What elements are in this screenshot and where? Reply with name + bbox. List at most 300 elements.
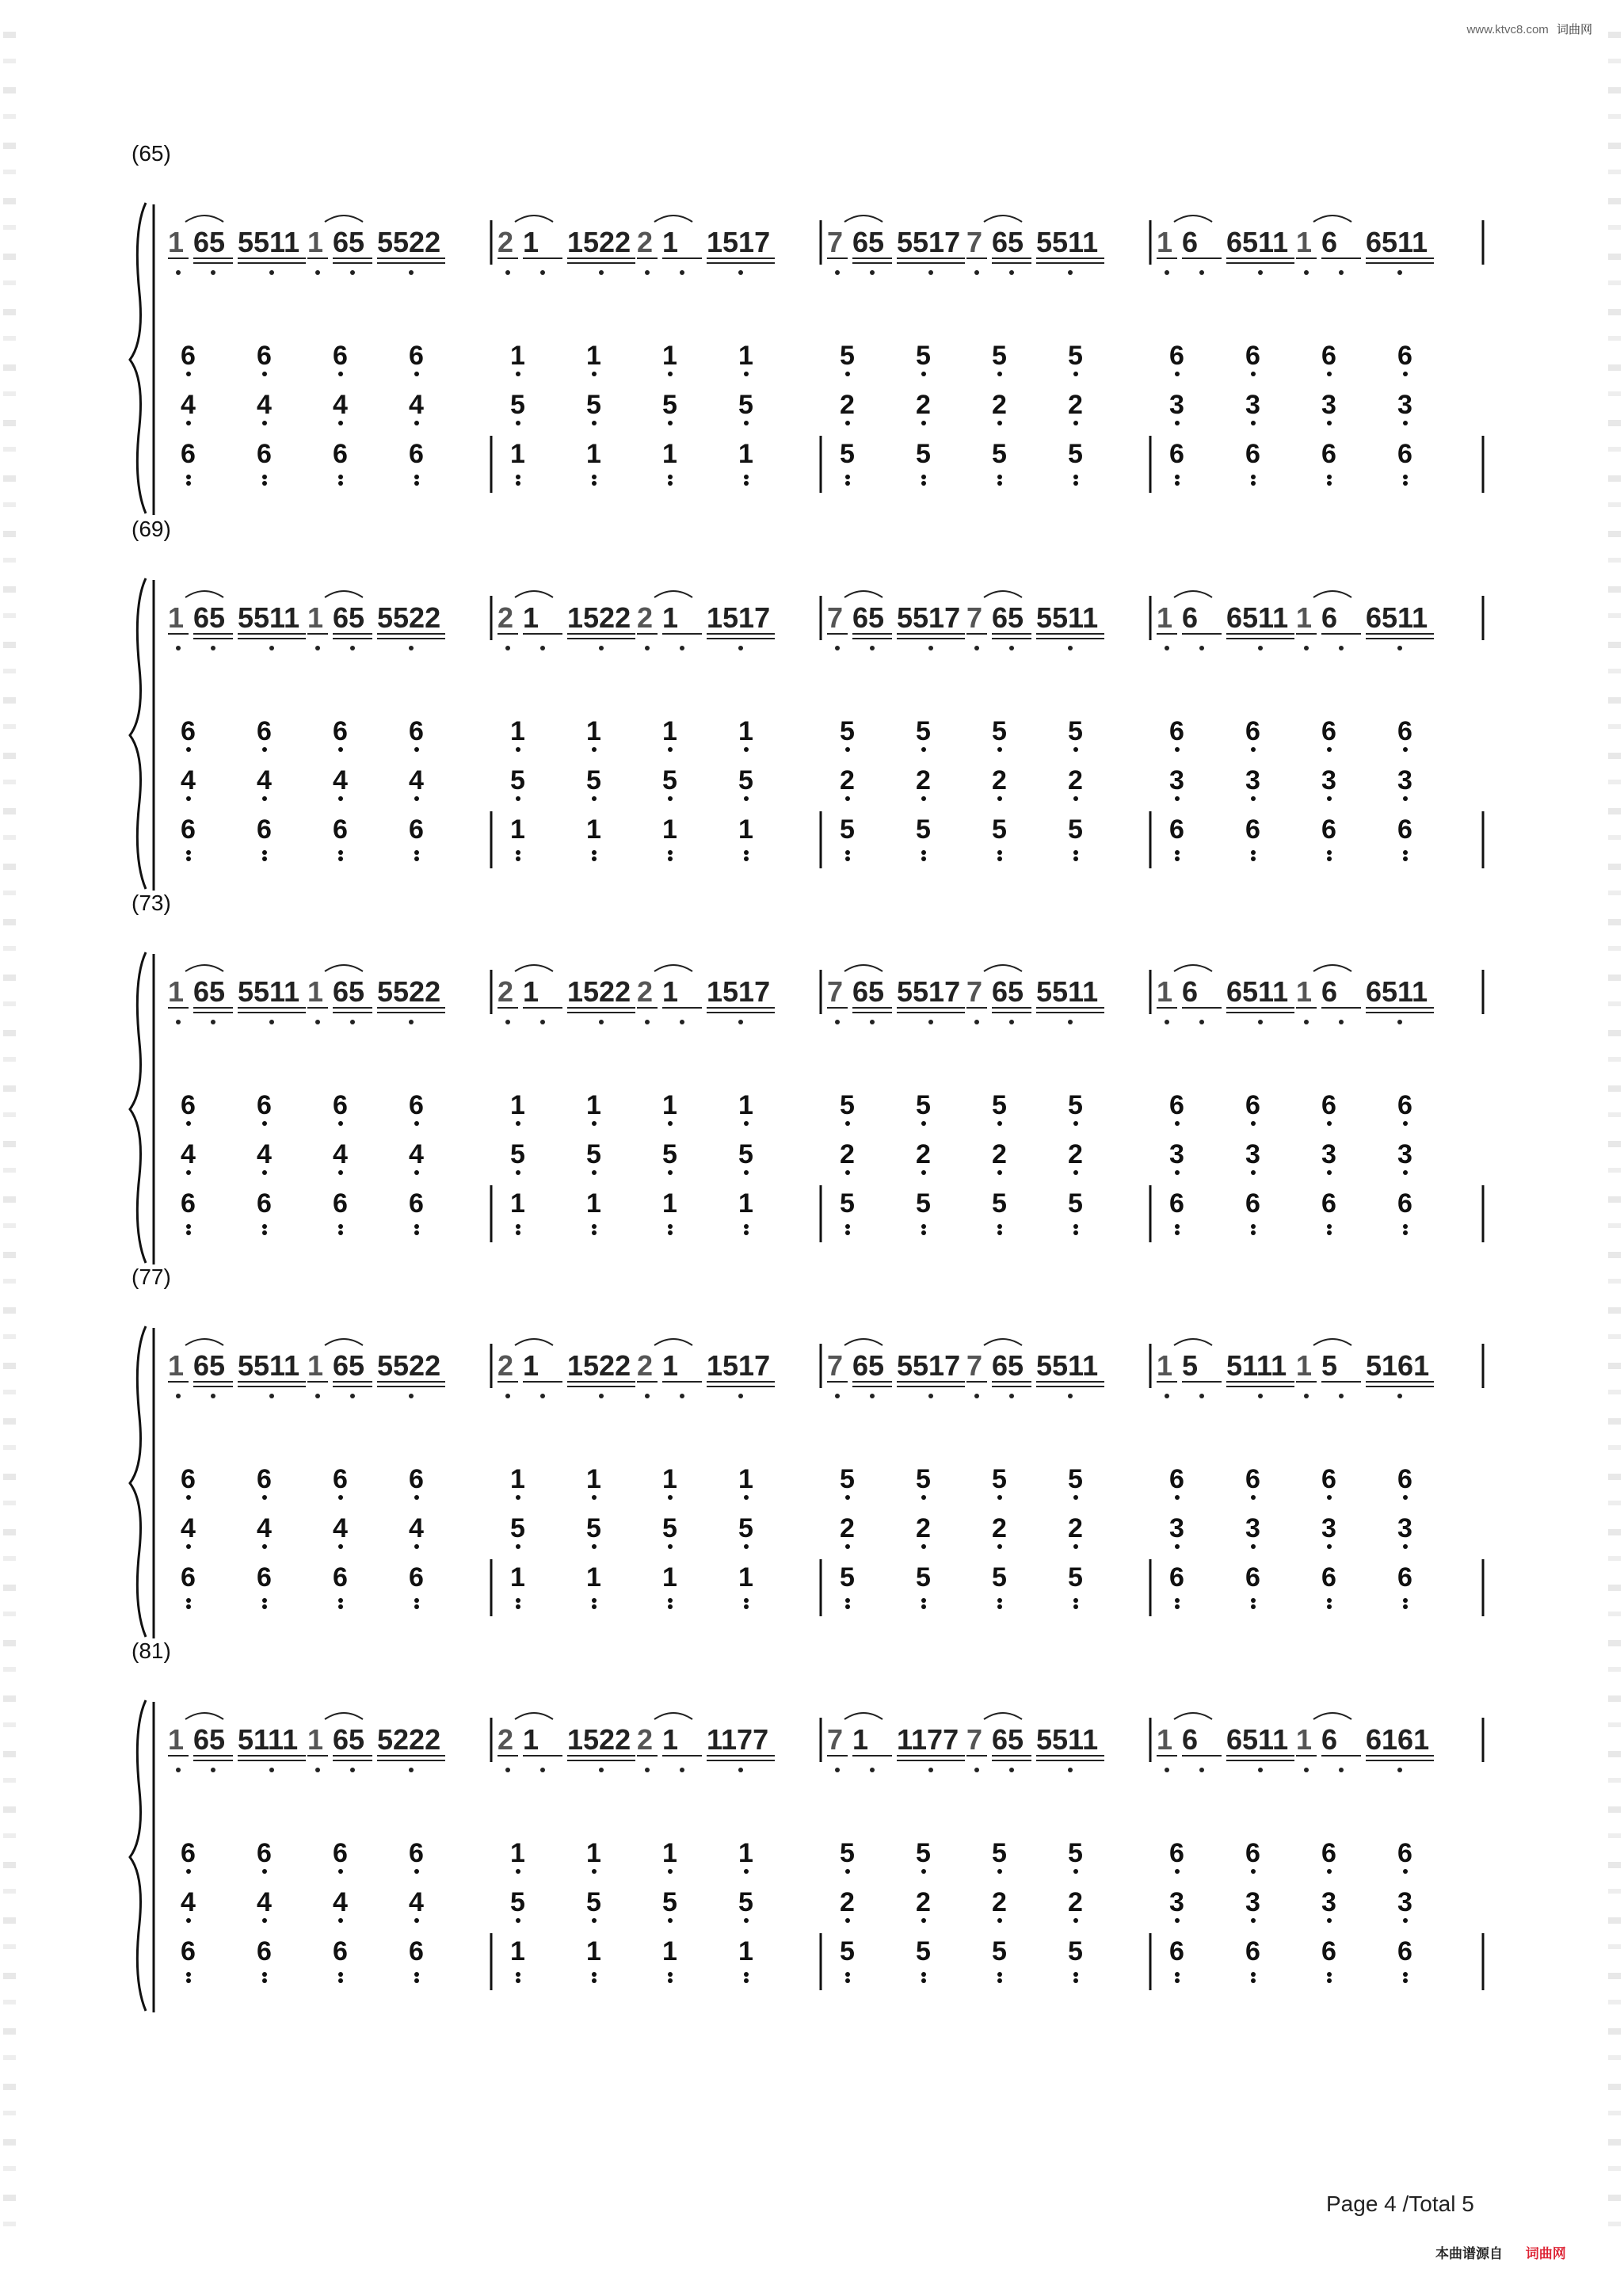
octave-dot <box>1403 1230 1408 1235</box>
octave-dot <box>1327 1978 1332 1983</box>
octave-dot <box>1175 1230 1180 1235</box>
chord-note: 3 <box>1169 390 1184 420</box>
octave-dot <box>1403 372 1408 376</box>
octave-dot <box>744 1544 749 1549</box>
chord-note: 1 <box>738 439 753 469</box>
chord-note: 1 <box>738 1090 753 1120</box>
octave-dot <box>1199 270 1204 275</box>
octave-dot <box>1327 372 1332 376</box>
octave-dot <box>186 796 191 801</box>
octave-dot <box>1068 270 1073 275</box>
melody-note-group: 1 <box>1296 1723 1313 1756</box>
melody-note-group: 65 <box>852 975 885 1008</box>
chord-note: 5 <box>992 1562 1007 1593</box>
melody-note-group: 5111 <box>1226 1349 1287 1382</box>
chord-note: 1 <box>586 1936 601 1966</box>
octave-dot <box>262 1170 267 1175</box>
octave-dot <box>1009 1394 1014 1398</box>
octave-dot <box>409 646 414 650</box>
octave-dot <box>1327 475 1332 479</box>
chord-note: 3 <box>1169 1887 1184 1917</box>
octave-dot <box>1009 646 1014 650</box>
octave-dot <box>1327 1604 1332 1609</box>
chord-note: 2 <box>1068 765 1083 795</box>
octave-dot <box>1397 1768 1402 1772</box>
octave-dot <box>1165 646 1169 650</box>
chord-note: 5 <box>916 1464 931 1494</box>
octave-dot <box>668 481 673 486</box>
octave-dot <box>1403 1598 1408 1603</box>
octave-dot <box>845 1869 850 1874</box>
score-system <box>127 1264 1497 1638</box>
chord-note: 1 <box>738 1464 753 1494</box>
octave-dot <box>1403 421 1408 425</box>
melody-note-group: 1517 <box>707 1349 771 1382</box>
tie-arc <box>515 1713 553 1719</box>
octave-dot <box>997 856 1002 861</box>
octave-dot <box>1327 1869 1332 1874</box>
chord-note: 5 <box>510 1887 525 1917</box>
tie-arc <box>325 965 363 971</box>
chord-note: 4 <box>409 1887 424 1917</box>
tie-arc <box>1174 965 1212 971</box>
melody-note-group: 1 <box>1296 601 1313 634</box>
chord-note: 1 <box>510 1838 525 1868</box>
chord-note: 6 <box>1169 1464 1184 1494</box>
octave-dot <box>338 1224 343 1229</box>
watermark-strip-left <box>3 32 16 2249</box>
chord-note: 5 <box>916 1090 931 1120</box>
octave-dot <box>592 481 597 486</box>
melody-note-group: 6 <box>1321 226 1338 258</box>
measure-number-label: (69) <box>132 517 171 541</box>
octave-dot <box>516 747 520 752</box>
chord-note: 5 <box>1068 439 1083 469</box>
melody-note-group: 1 <box>307 1723 324 1756</box>
octave-dot <box>338 481 343 486</box>
chord-note: 5 <box>992 439 1007 469</box>
chord-note: 5 <box>662 390 677 420</box>
octave-dot <box>186 1170 191 1175</box>
chord-note: 1 <box>662 1838 677 1868</box>
melody-note-group: 2 <box>497 975 514 1008</box>
octave-dot <box>186 481 191 486</box>
system-notation <box>127 948 1497 1264</box>
chord-note: 6 <box>1169 439 1184 469</box>
melody-note-group: 5 <box>1321 1349 1338 1382</box>
chord-note: 5 <box>738 1887 753 1917</box>
chord-note: 6 <box>1321 439 1336 469</box>
source-label: 本曲谱源自 <box>1435 2246 1503 2261</box>
brace-symbol <box>130 1326 146 1637</box>
octave-dot <box>516 1495 520 1500</box>
octave-dot <box>315 270 320 275</box>
octave-dot <box>338 1495 343 1500</box>
melody-note-group: 2 <box>637 975 654 1008</box>
octave-dot <box>1251 1978 1256 1983</box>
chord-note: 5 <box>1068 1562 1083 1593</box>
melody-note-group: 65 <box>992 1349 1024 1382</box>
chord-note: 5 <box>510 390 525 420</box>
octave-dot <box>738 1020 743 1024</box>
melody-note-group: 5511 <box>1036 601 1099 634</box>
chord-note: 6 <box>257 716 272 746</box>
octave-dot <box>540 1394 545 1398</box>
system-notation <box>127 1322 1497 1638</box>
chord-note: 5 <box>840 341 855 371</box>
octave-dot <box>835 1394 840 1398</box>
chord-note: 1 <box>510 1936 525 1966</box>
chord-note: 6 <box>1321 1188 1336 1219</box>
octave-dot <box>1403 796 1408 801</box>
octave-dot <box>211 1768 215 1772</box>
chord-note: 3 <box>1169 765 1184 795</box>
chord-note: 2 <box>840 1139 855 1169</box>
octave-dot <box>668 1121 673 1126</box>
octave-dot <box>262 1544 267 1549</box>
tie-arc <box>844 1339 883 1345</box>
octave-dot <box>870 1394 875 1398</box>
melody-note-group: 7 <box>966 601 983 634</box>
melody-note-group: 65 <box>333 975 365 1008</box>
octave-dot <box>176 270 181 275</box>
octave-dot <box>599 646 604 650</box>
octave-dot <box>928 646 933 650</box>
melody-note-group: 1177 <box>897 1723 959 1756</box>
chord-note: 5 <box>916 814 931 845</box>
chord-note: 6 <box>409 1188 424 1219</box>
chord-note: 6 <box>409 1936 424 1966</box>
octave-dot <box>1403 856 1408 861</box>
melody-note-group: 65 <box>333 601 365 634</box>
octave-dot <box>1073 1978 1078 1983</box>
melody-note-group: 6511 <box>1366 975 1428 1008</box>
octave-dot <box>505 1768 510 1772</box>
tie-arc <box>515 965 553 971</box>
octave-dot <box>974 1768 979 1772</box>
melody-note-group: 5511 <box>238 1349 300 1382</box>
octave-dot <box>1397 270 1402 275</box>
octave-dot <box>186 1869 191 1874</box>
chord-note: 5 <box>840 1562 855 1593</box>
octave-dot <box>744 1170 749 1175</box>
octave-dot <box>211 1020 215 1024</box>
tie-arc <box>654 591 692 597</box>
octave-dot <box>599 1768 604 1772</box>
octave-dot <box>516 1121 520 1126</box>
tie-arc <box>185 1339 223 1345</box>
melody-note-group: 65 <box>852 601 885 634</box>
octave-dot <box>845 1121 850 1126</box>
chord-note: 6 <box>1321 1936 1336 1966</box>
octave-dot <box>668 372 673 376</box>
octave-dot <box>262 1604 267 1609</box>
octave-dot <box>744 1598 749 1603</box>
melody-note-group: 5 <box>1182 1349 1199 1382</box>
octave-dot <box>845 475 850 479</box>
octave-dot <box>1199 1020 1204 1024</box>
octave-dot <box>186 1224 191 1229</box>
chord-note: 5 <box>840 1838 855 1868</box>
octave-dot <box>516 856 520 861</box>
chord-note: 1 <box>586 1464 601 1494</box>
octave-dot <box>338 1869 343 1874</box>
octave-dot <box>262 372 267 376</box>
octave-dot <box>845 1224 850 1229</box>
chord-note: 6 <box>1397 1188 1412 1219</box>
melody-note-group: 65 <box>193 1349 226 1382</box>
octave-dot <box>921 1604 926 1609</box>
octave-dot <box>744 1918 749 1923</box>
octave-dot <box>1165 1394 1169 1398</box>
chord-note: 3 <box>1397 1513 1412 1543</box>
octave-dot <box>262 796 267 801</box>
melody-note-group: 6 <box>1182 1723 1199 1756</box>
octave-dot <box>997 1121 1002 1126</box>
chord-note: 6 <box>181 439 196 469</box>
octave-dot <box>1165 270 1169 275</box>
octave-dot <box>211 270 215 275</box>
melody-note-group: 5517 <box>897 975 961 1008</box>
melody-note-group: 1522 <box>567 975 631 1008</box>
octave-dot <box>414 475 419 479</box>
octave-dot <box>744 747 749 752</box>
melody-note-group: 2 <box>497 601 514 634</box>
tie-arc <box>1313 965 1351 971</box>
octave-dot <box>1397 646 1402 650</box>
octave-dot <box>516 1918 520 1923</box>
chord-note: 6 <box>333 1090 348 1120</box>
chord-note: 5 <box>1068 1188 1083 1219</box>
tie-arc <box>515 1339 553 1345</box>
octave-dot <box>1403 1869 1408 1874</box>
chord-note: 2 <box>916 1513 931 1543</box>
octave-dot <box>974 646 979 650</box>
melody-note-group: 2 <box>637 1349 654 1382</box>
octave-dot <box>592 747 597 752</box>
octave-dot <box>845 1972 850 1977</box>
octave-dot <box>1397 1020 1402 1024</box>
octave-dot <box>1251 1495 1256 1500</box>
octave-dot <box>1009 270 1014 275</box>
chord-note: 6 <box>409 1838 424 1868</box>
melody-note-group: 1 <box>1157 1723 1173 1756</box>
octave-dot <box>744 1230 749 1235</box>
chord-note: 5 <box>738 1513 753 1543</box>
octave-dot <box>269 1768 274 1772</box>
chord-note: 4 <box>333 765 348 795</box>
chord-note: 6 <box>1169 716 1184 746</box>
octave-dot <box>1403 1972 1408 1977</box>
chord-note: 2 <box>916 1887 931 1917</box>
tie-arc <box>1313 591 1351 597</box>
chord-note: 1 <box>510 439 525 469</box>
octave-dot <box>269 1394 274 1398</box>
octave-dot <box>997 481 1002 486</box>
chord-note: 5 <box>992 1090 1007 1120</box>
octave-dot <box>505 646 510 650</box>
octave-dot <box>1403 1918 1408 1923</box>
chord-note: 5 <box>992 1188 1007 1219</box>
chord-note: 4 <box>333 1139 348 1169</box>
chord-note: 5 <box>916 439 931 469</box>
chord-note: 6 <box>181 341 196 371</box>
octave-dot <box>921 856 926 861</box>
octave-dot <box>505 270 510 275</box>
octave-dot <box>845 1170 850 1175</box>
system-notation <box>127 1695 1497 2012</box>
melody-note-group: 7 <box>966 975 983 1008</box>
chord-note: 3 <box>1397 1887 1412 1917</box>
chord-note: 1 <box>510 814 525 845</box>
octave-dot <box>269 646 274 650</box>
chord-note: 2 <box>840 390 855 420</box>
octave-dot <box>505 1020 510 1024</box>
octave-dot <box>414 1230 419 1235</box>
melody-note-group: 5522 <box>377 975 441 1008</box>
tie-arc <box>185 216 223 222</box>
octave-dot <box>516 481 520 486</box>
octave-dot <box>414 747 419 752</box>
octave-dot <box>1068 1768 1073 1772</box>
octave-dot <box>974 1020 979 1024</box>
chord-note: 5 <box>586 765 601 795</box>
score-system <box>127 141 1497 515</box>
octave-dot <box>516 1972 520 1977</box>
octave-dot <box>338 421 343 425</box>
octave-dot <box>414 856 419 861</box>
tie-arc <box>1174 1339 1212 1345</box>
source-watermark <box>1435 2242 1566 2262</box>
octave-dot <box>921 850 926 855</box>
chord-note: 5 <box>916 716 931 746</box>
chord-note: 4 <box>257 390 272 420</box>
chord-note: 1 <box>738 1936 753 1966</box>
chord-note: 5 <box>586 1887 601 1917</box>
octave-dot <box>1175 1972 1180 1977</box>
octave-dot <box>680 270 684 275</box>
chord-note: 1 <box>738 341 753 371</box>
chord-note: 1 <box>510 1090 525 1120</box>
chord-note: 5 <box>662 1513 677 1543</box>
chord-note: 6 <box>409 1562 424 1593</box>
octave-dot <box>1339 1768 1344 1772</box>
octave-dot <box>1251 1121 1256 1126</box>
chord-note: 5 <box>510 1513 525 1543</box>
octave-dot <box>516 1978 520 1983</box>
chord-note: 5 <box>1068 1464 1083 1494</box>
chord-note: 2 <box>1068 1887 1083 1917</box>
chord-note: 6 <box>333 439 348 469</box>
octave-dot <box>744 421 749 425</box>
octave-dot <box>845 1495 850 1500</box>
octave-dot <box>414 1121 419 1126</box>
octave-dot <box>1339 1394 1344 1398</box>
melody-note-group: 1 <box>307 226 324 258</box>
octave-dot <box>1327 1230 1332 1235</box>
chord-note: 5 <box>738 390 753 420</box>
octave-dot <box>1073 1230 1078 1235</box>
octave-dot <box>668 1978 673 1983</box>
octave-dot <box>1403 1170 1408 1175</box>
melody-note-group: 6 <box>1182 601 1199 634</box>
melody-note-group: 65 <box>333 226 365 258</box>
octave-dot <box>592 421 597 425</box>
chord-note: 4 <box>257 1139 272 1169</box>
chord-note: 3 <box>1169 1139 1184 1169</box>
octave-dot <box>1327 796 1332 801</box>
chord-note: 5 <box>992 341 1007 371</box>
measure-number-label: (73) <box>132 891 171 915</box>
octave-dot <box>338 1918 343 1923</box>
melody-note-group: 1 <box>523 601 539 634</box>
octave-dot <box>1251 1224 1256 1229</box>
octave-dot <box>186 850 191 855</box>
chord-note: 6 <box>333 1838 348 1868</box>
octave-dot <box>176 1394 181 1398</box>
octave-dot <box>414 1598 419 1603</box>
octave-dot <box>592 796 597 801</box>
octave-dot <box>1073 1972 1078 1977</box>
watermark-strip-right <box>1608 32 1621 2249</box>
octave-dot <box>262 1121 267 1126</box>
octave-dot <box>1175 1918 1180 1923</box>
octave-dot <box>1175 856 1180 861</box>
octave-dot <box>928 1768 933 1772</box>
chord-note: 6 <box>257 439 272 469</box>
octave-dot <box>338 1598 343 1603</box>
octave-dot <box>738 270 743 275</box>
octave-dot <box>744 850 749 855</box>
chord-note: 4 <box>257 1887 272 1917</box>
octave-dot <box>668 747 673 752</box>
melody-note-group: 6511 <box>1226 1723 1289 1756</box>
chord-note: 2 <box>1068 1513 1083 1543</box>
octave-dot <box>338 475 343 479</box>
chord-note: 1 <box>738 1562 753 1593</box>
chord-note: 5 <box>738 765 753 795</box>
chord-note: 6 <box>333 1936 348 1966</box>
chord-note: 6 <box>1169 1936 1184 1966</box>
octave-dot <box>645 1020 650 1024</box>
octave-dot <box>1175 1170 1180 1175</box>
tie-arc <box>185 965 223 971</box>
octave-dot <box>1073 1918 1078 1923</box>
melody-note-group: 6511 <box>1366 226 1428 258</box>
octave-dot <box>1327 1544 1332 1549</box>
tie-arc <box>844 1713 883 1719</box>
octave-dot <box>414 796 419 801</box>
octave-dot <box>592 1598 597 1603</box>
octave-dot <box>592 1918 597 1923</box>
octave-dot <box>186 856 191 861</box>
octave-dot <box>1073 475 1078 479</box>
chord-note: 1 <box>510 1562 525 1593</box>
octave-dot <box>1327 1972 1332 1977</box>
octave-dot <box>186 1230 191 1235</box>
melody-note-group: 1 <box>1296 975 1313 1008</box>
chord-note: 6 <box>181 1090 196 1120</box>
chord-note: 1 <box>510 716 525 746</box>
chord-note: 6 <box>1245 1562 1260 1593</box>
octave-dot <box>540 1768 545 1772</box>
octave-dot <box>870 646 875 650</box>
octave-dot <box>1175 481 1180 486</box>
octave-dot <box>315 646 320 650</box>
octave-dot <box>338 747 343 752</box>
octave-dot <box>269 270 274 275</box>
octave-dot <box>1304 1020 1309 1024</box>
